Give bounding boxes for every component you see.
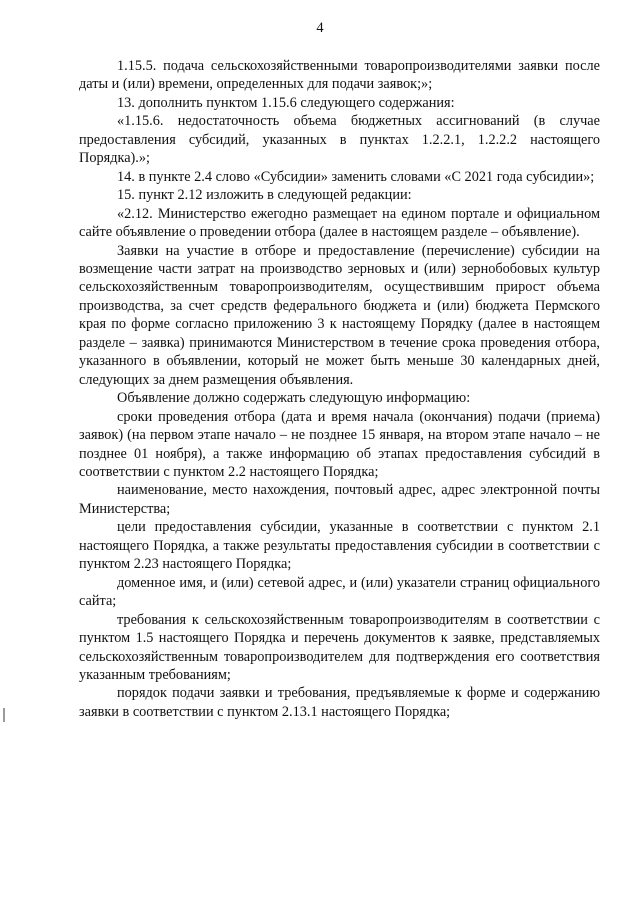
page-number: 4 [316, 20, 324, 36]
paragraph-item-13: 13. дополнить пунктом 1.15.6 следующего содержания: [117, 94, 455, 111]
paragraph-item-15: 15. пункт 2.12 изложить в следующей редакции: [117, 187, 412, 204]
paragraph-item-14: 14. в пункте 2.4 слово «Субсидии» заменить словами «С 2021 года субсидии»; [117, 168, 595, 185]
paragraph-1-15-5: 1.15.5. подача сельскохозяйственными товаропроизводителями заявки после даты и (или) времени, определенных для подачи заявок;»; [79, 58, 600, 93]
paragraph-1-15-6: «1.15.6. недостаточность объема бюджетных ассигнований (в случае предоставления субсидий, указанных в пунктах 1.2.2.1, 1.2.2.2 настоящего Порядка).»; [79, 113, 600, 167]
paragraph-application-procedure: порядок подачи заявки и требования, предъявляемые к форме и содержанию заявки в соответствии с пунктом 2.13.1 настоящего Порядка; [79, 685, 600, 720]
paragraph-2-12: «2.12. Министерство ежегодно размещает на едином портале и официальном сайте объявление о проведении отбора (далее в настоящем разделе – объявление). [79, 205, 600, 241]
paragraph-subsidy-goals: цели предоставления субсидии, указанные в соответствии с пунктом 2.1 настоящего Порядка, а также результаты предоставления субсидии в соответствии с пунктом 2.23 настоящего Порядка; [79, 519, 600, 573]
paragraph-selection-dates: сроки проведения отбора (дата и время начала (окончания) подачи (приема) заявок) (на первом этапе начало – не позднее 15 января, на втором этапе начало – не позднее 01 ноября), а также информацию об этапах предоставления субсидий в соответствии с пунктом 2.2 настоящего Порядка; [79, 408, 600, 480]
paragraph-applications: Заявки на участие в отборе и предоставление (перечисление) субсидии на возмещение части затрат на производство зерновых и (или) зернобобовых культур сельскохозяйственным товаропроизводителям, осуществившим прирост объема производства, за счет средств федерального бюджета и (или) бюджета Пермского края по форме согласно приложению 3 к настоящему Порядку (далее в настоящем разделе – заявка) принимаются Министерством в течение срока проведения отбора, указанного в объявлении, который не может быть меньше 30 календарных дней, следующих за днем размещения объявления. [79, 242, 600, 388]
document-body [79, 57, 600, 721]
paragraph-announcement-contents: Объявление должно содержать следующую информацию: [117, 390, 471, 407]
paragraph-domain-name: доменное имя, и (или) сетевой адрес, и (или) указатели страниц официального сайта; [79, 574, 600, 610]
margin-mark [3, 708, 5, 722]
paragraph-ministry-details: наименование, место нахождения, почтовый адрес, адрес электронной почты Министерства; [79, 482, 600, 517]
paragraph-requirements: требования к сельскохозяйственным товаропроизводителям в соответствии с пунктом 1.5 настоящего Порядка и перечень документов к заявке, представляемых сельскохозяйственным товаропроизводителем для подтверждения его соответствия указанным требованиям; [79, 611, 600, 683]
